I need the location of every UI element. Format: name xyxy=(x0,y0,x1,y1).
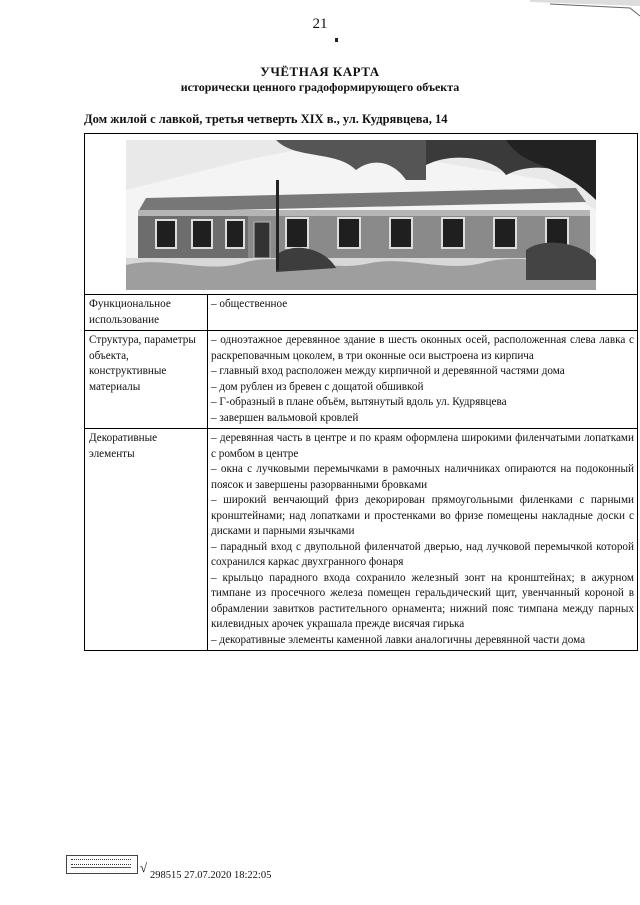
row-decor xyxy=(85,429,638,651)
list-item: – крыльцо парадного входа сохранило железный зонт на кронштейнах; в ажурном тимпане из просечного железа помещен геральдический щит, увенчанный короной в обрамлении завитков растительного орнамента; нижний пояс тимпана между парных килевидных арочек украшала прежде висячая гирька xyxy=(211,571,634,633)
row-label-function: Функциональное использование xyxy=(85,295,208,331)
list-item: – окна с лучковыми перемычками в рамочных наличниках опираются на подоконный поясок и завершены разорванными бровками xyxy=(211,462,634,493)
page-number: 21 xyxy=(312,16,328,32)
registration-stamp xyxy=(66,855,138,874)
row-content-decor xyxy=(208,429,638,651)
row-content-function xyxy=(208,295,638,331)
list-item: – Г-образный в плане объём, вытянутый вдоль ул. Кудрявцева xyxy=(211,395,634,411)
stamp-text-placeholder xyxy=(71,859,131,865)
list-item: – одноэтажное деревянное здание в шесть оконных осей, расположенная слева лавка с раскреповачным цоколем, в три оконные оси выстроена из кирпича xyxy=(211,333,634,364)
list-item: – широкий венчающий фриз декорирован прямоугольными филенками с парными кронштейнами; над лопатками и простенками во фризе помещены накладные доски с дисками и парными язычками xyxy=(211,493,634,540)
list-item: – деревянная часть в центре и по краям оформлена широкими филенчатыми лопатками с ромбом в центре xyxy=(211,431,634,462)
document-title: УЧЁТНАЯ КАРТА xyxy=(260,64,380,79)
list-item: – главный вход расположен между кирпичной и деревянной частями дома xyxy=(211,364,634,380)
list-item: – дом рублен из бревен с дощатой обшивкой xyxy=(211,380,634,396)
registration-card-table xyxy=(84,133,638,651)
document-subtitle: исторически ценного градоформирующего объекта xyxy=(180,80,460,94)
list-item: – декоративные элементы каменной лавки аналогичны деревянной части дома xyxy=(211,633,634,649)
page-dot xyxy=(335,38,338,42)
row-label-structure: Структура, параметры объекта, конструктивные материалы xyxy=(85,331,208,429)
list-item: – парадный вход с двупольной филенчатой дверью, над лучковой перемычкой которой сохранился каркас двухгранного фонаря xyxy=(211,540,634,571)
building-photo-drawing xyxy=(126,140,596,290)
check-mark: √ xyxy=(140,860,148,875)
object-heading: Дом жилой с лавкой, третья четверть XIX в., ул. Кудрявцева, 14 xyxy=(84,112,448,126)
row-function xyxy=(85,295,638,331)
row-structure xyxy=(85,331,638,429)
row-label-decor: Декоративные элементы xyxy=(85,429,208,651)
building-photo xyxy=(126,140,596,290)
list-item: – общественное xyxy=(211,297,634,313)
document-id: 298515 27.07.2020 18:22:05 xyxy=(150,870,272,881)
list-item: – завершен вальмовой кровлей xyxy=(211,411,634,427)
photo-row xyxy=(85,134,638,295)
photo-cell xyxy=(85,134,638,295)
stamp-line xyxy=(71,867,131,868)
row-content-structure xyxy=(208,331,638,429)
